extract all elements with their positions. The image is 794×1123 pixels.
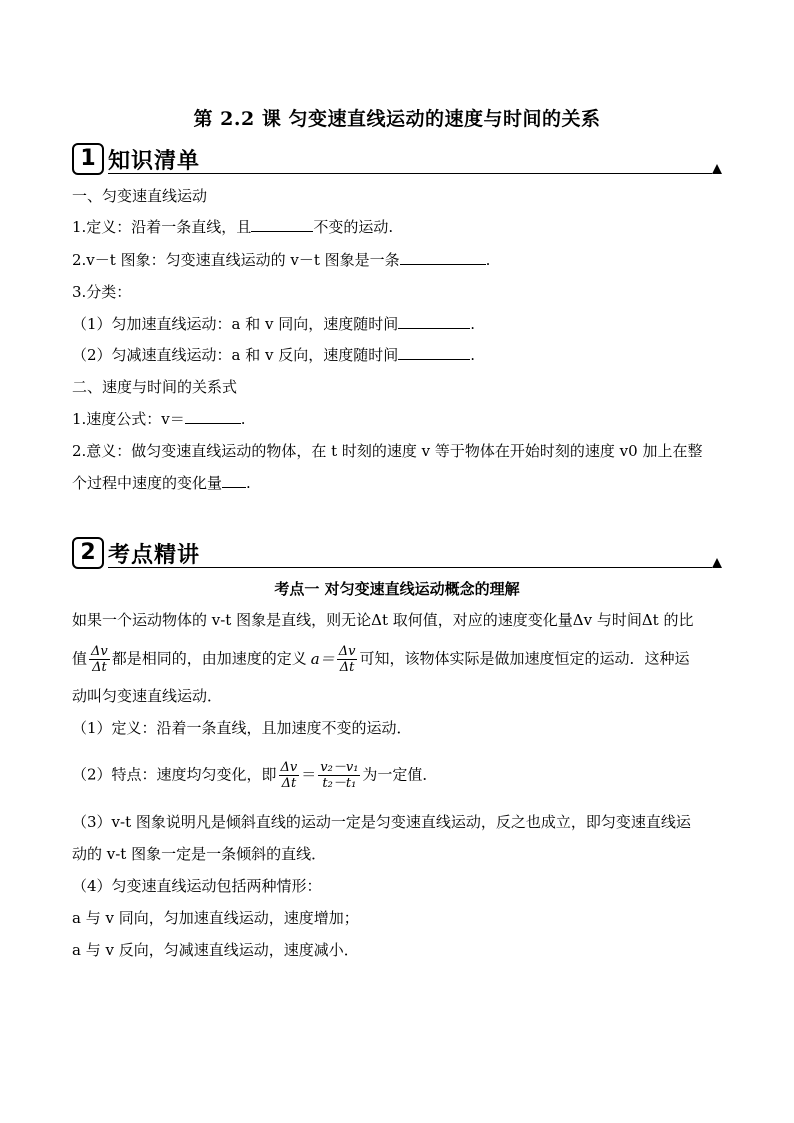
fraction-denominator: t₂－t₁ — [322, 776, 357, 791]
section-header-keypoints — [72, 537, 722, 571]
velocity-formula-text: 1.速度公式：v＝ — [72, 410, 185, 428]
definition-line — [72, 217, 393, 237]
case-decelerate: a 与 v 反向，匀减速直线运动，速度减小． — [72, 941, 359, 959]
definition-text: 1.定义：沿着一条直线，且 — [72, 218, 252, 236]
accel-symbol: a＝ — [310, 649, 335, 668]
triangle-icon — [712, 164, 722, 174]
section-rule — [108, 173, 712, 174]
meaning-text-end: . — [246, 474, 251, 492]
fraction-numerator: v₂－v₁ — [320, 760, 359, 775]
equals-sign: ＝ — [301, 765, 317, 784]
feature-text-end: 为一定值． — [362, 765, 438, 784]
section-number-badge: 2 — [72, 537, 104, 569]
para-line-1: 如果一个运动物体的 v-t 图象是直线，则无论Δt 取何值，对应的速度变化量Δv 与时间Δt 的比 — [72, 611, 694, 629]
section-rule — [108, 567, 712, 568]
velocity-formula-line — [72, 409, 246, 429]
para-line-2 — [72, 644, 689, 675]
fraction-dv-dt — [279, 760, 300, 791]
meaning-line-2 — [72, 473, 251, 493]
definition-text-end: 不变的运动. — [313, 218, 394, 236]
decelerate-text-end: . — [470, 346, 476, 364]
decelerate-line — [72, 345, 475, 365]
classification-line: 3.分类： — [72, 283, 132, 301]
fraction-numerator: Δv — [280, 760, 298, 775]
para-text: 可知，该物体实际是做加速度恒定的运动．这种运 — [359, 649, 690, 668]
case-accelerate: a 与 v 同向，匀加速直线运动，速度增加； — [72, 909, 359, 927]
item-feature — [72, 760, 437, 791]
meaning-line-1: 2.意义：做匀变速直线运动的物体，在 t 时刻的速度 v 等于物体在开始时刻的速度 v0 加上在整 — [72, 442, 703, 460]
triangle-icon — [712, 558, 722, 568]
fraction-denominator: Δt — [92, 660, 107, 675]
vt-graph-line — [72, 250, 490, 270]
section-title: 知识清单 — [108, 149, 201, 174]
vt-graph-text: 2.v－t 图象：匀变速直线运动的 v－t 图象是一条 — [72, 251, 400, 269]
item-two-cases: （4）匀变速直线运动包括两种情形： — [72, 877, 322, 895]
item-vt-graph-2: 动的 v-t 图象一定是一条倾斜的直线． — [72, 845, 327, 863]
fraction-velocity-time — [318, 760, 360, 791]
para-line-3: 动叫匀变速直线运动． — [72, 687, 223, 705]
para-text: 都是相同的，由加速度的定义 — [111, 649, 307, 668]
fraction-numerator: Δv — [91, 644, 108, 659]
meaning-text: 个过程中速度的变化量 — [72, 474, 223, 492]
section-header-knowledge — [72, 143, 722, 177]
fill-blank — [400, 250, 486, 265]
fill-blank — [222, 473, 246, 488]
velocity-formula-end: . — [240, 410, 246, 428]
fill-blank — [398, 314, 470, 329]
fill-blank — [398, 345, 470, 360]
fill-blank — [251, 217, 313, 232]
item-vt-graph-1: （3）v-t 图象说明凡是倾斜直线的运动一定是匀变速直线运动，反之也成立，即匀变速直线运 — [72, 813, 691, 831]
page-title: 第 2.2 课 匀变速直线运动的速度与时间的关系 — [193, 108, 601, 130]
para-text: 值 — [72, 649, 88, 668]
keypoint-heading: 考点一 对匀变速直线运动概念的理解 — [274, 580, 520, 598]
decelerate-text: （2）匀减速直线运动：a 和 v 反向，速度随时间 — [72, 346, 399, 364]
fraction-denominator: Δt — [339, 660, 355, 675]
heading-uniform-motion: 一、匀变速直线运动 — [72, 187, 208, 205]
fill-blank — [185, 409, 241, 424]
fraction-numerator: Δv — [338, 644, 356, 659]
heading-relation: 二、速度与时间的关系式 — [72, 378, 238, 396]
fraction-denominator: Δt — [281, 776, 297, 791]
vt-graph-text-end: . — [485, 251, 491, 269]
feature-text: （2）特点：速度均匀变化，即 — [72, 765, 277, 784]
section-number-badge: 1 — [72, 143, 104, 175]
fraction-accel-def — [337, 644, 358, 675]
accelerate-line — [72, 314, 475, 334]
section-title: 考点精讲 — [108, 543, 201, 568]
item-definition: （1）定义：沿着一条直线，且加速度不变的运动． — [72, 719, 412, 737]
fraction-dv-dt — [89, 644, 110, 675]
accelerate-text: （1）匀加速直线运动：a 和 v 同向，速度随时间 — [72, 315, 399, 333]
accelerate-text-end: . — [470, 315, 476, 333]
